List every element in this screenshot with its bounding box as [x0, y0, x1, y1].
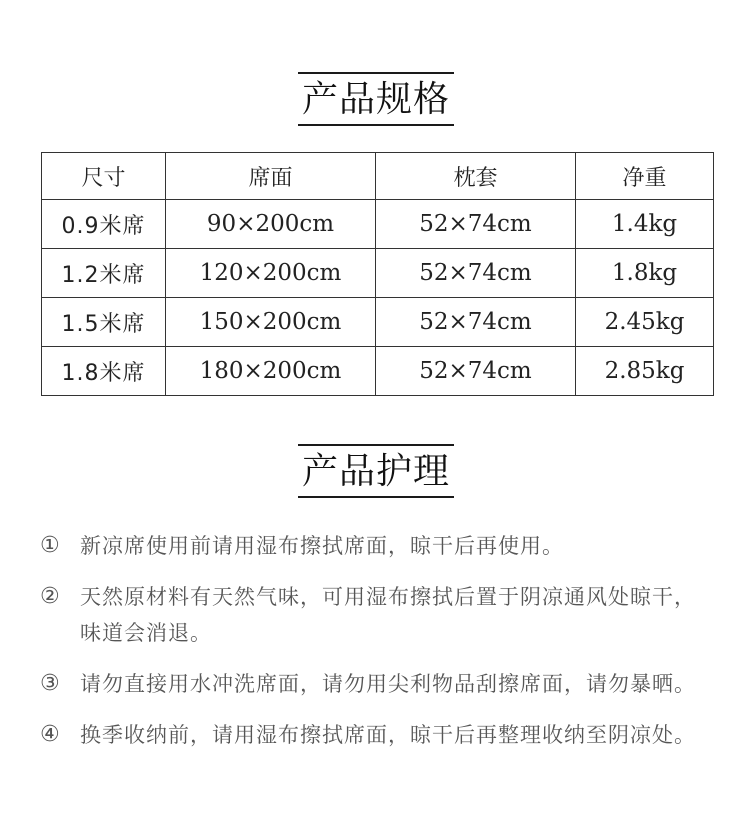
cell-mat: 120×200cm — [166, 249, 376, 298]
list-item — [40, 666, 712, 702]
cell-weight: 2.45kg — [576, 298, 714, 347]
cell-mat: 90×200cm — [166, 200, 376, 249]
cell-size: 0.9米席 — [42, 200, 166, 249]
care-text: 换季收纳前，请用湿布擦拭席面，晾干后再整理收纳至阴凉处。 — [80, 723, 696, 747]
list-item — [40, 579, 712, 651]
care-number: ② — [40, 584, 60, 609]
spec-section-title — [0, 72, 752, 126]
spec-table — [41, 152, 714, 396]
spec-title: 产品规格 — [298, 72, 454, 126]
list-item — [40, 717, 712, 753]
cell-pillowcase: 52×74cm — [376, 298, 576, 347]
cell-weight: 1.8kg — [576, 249, 714, 298]
care-section-title — [0, 444, 752, 498]
care-text: 新凉席使用前请用湿布擦拭席面，晾干后再使用。 — [80, 534, 564, 558]
cell-size: 1.2米席 — [42, 249, 166, 298]
table-row — [42, 249, 714, 298]
header-mat: 席面 — [166, 153, 376, 200]
cell-mat: 180×200cm — [166, 347, 376, 396]
care-list — [40, 528, 712, 768]
list-item — [40, 528, 712, 564]
care-number: ③ — [40, 671, 60, 696]
cell-pillowcase: 52×74cm — [376, 347, 576, 396]
table-row — [42, 200, 714, 249]
care-text: 请勿直接用水冲洗席面，请勿用尖利物品刮擦席面，请勿暴晒。 — [80, 672, 696, 696]
cell-pillowcase: 52×74cm — [376, 200, 576, 249]
spec-header-row — [42, 153, 714, 200]
care-number: ① — [40, 533, 60, 558]
header-pillowcase: 枕套 — [376, 153, 576, 200]
care-title: 产品护理 — [298, 444, 454, 498]
table-row — [42, 298, 714, 347]
cell-mat: 150×200cm — [166, 298, 376, 347]
cell-size: 1.8米席 — [42, 347, 166, 396]
cell-weight: 2.85kg — [576, 347, 714, 396]
cell-size: 1.5米席 — [42, 298, 166, 347]
care-text: 天然原材料有天然气味，可用湿布擦拭后置于阴凉通风处晾干，味道会消退。 — [80, 585, 696, 645]
care-number: ④ — [40, 722, 60, 747]
cell-pillowcase: 52×74cm — [376, 249, 576, 298]
header-size: 尺寸 — [42, 153, 166, 200]
cell-weight: 1.4kg — [576, 200, 714, 249]
header-weight: 净重 — [576, 153, 714, 200]
table-row — [42, 347, 714, 396]
